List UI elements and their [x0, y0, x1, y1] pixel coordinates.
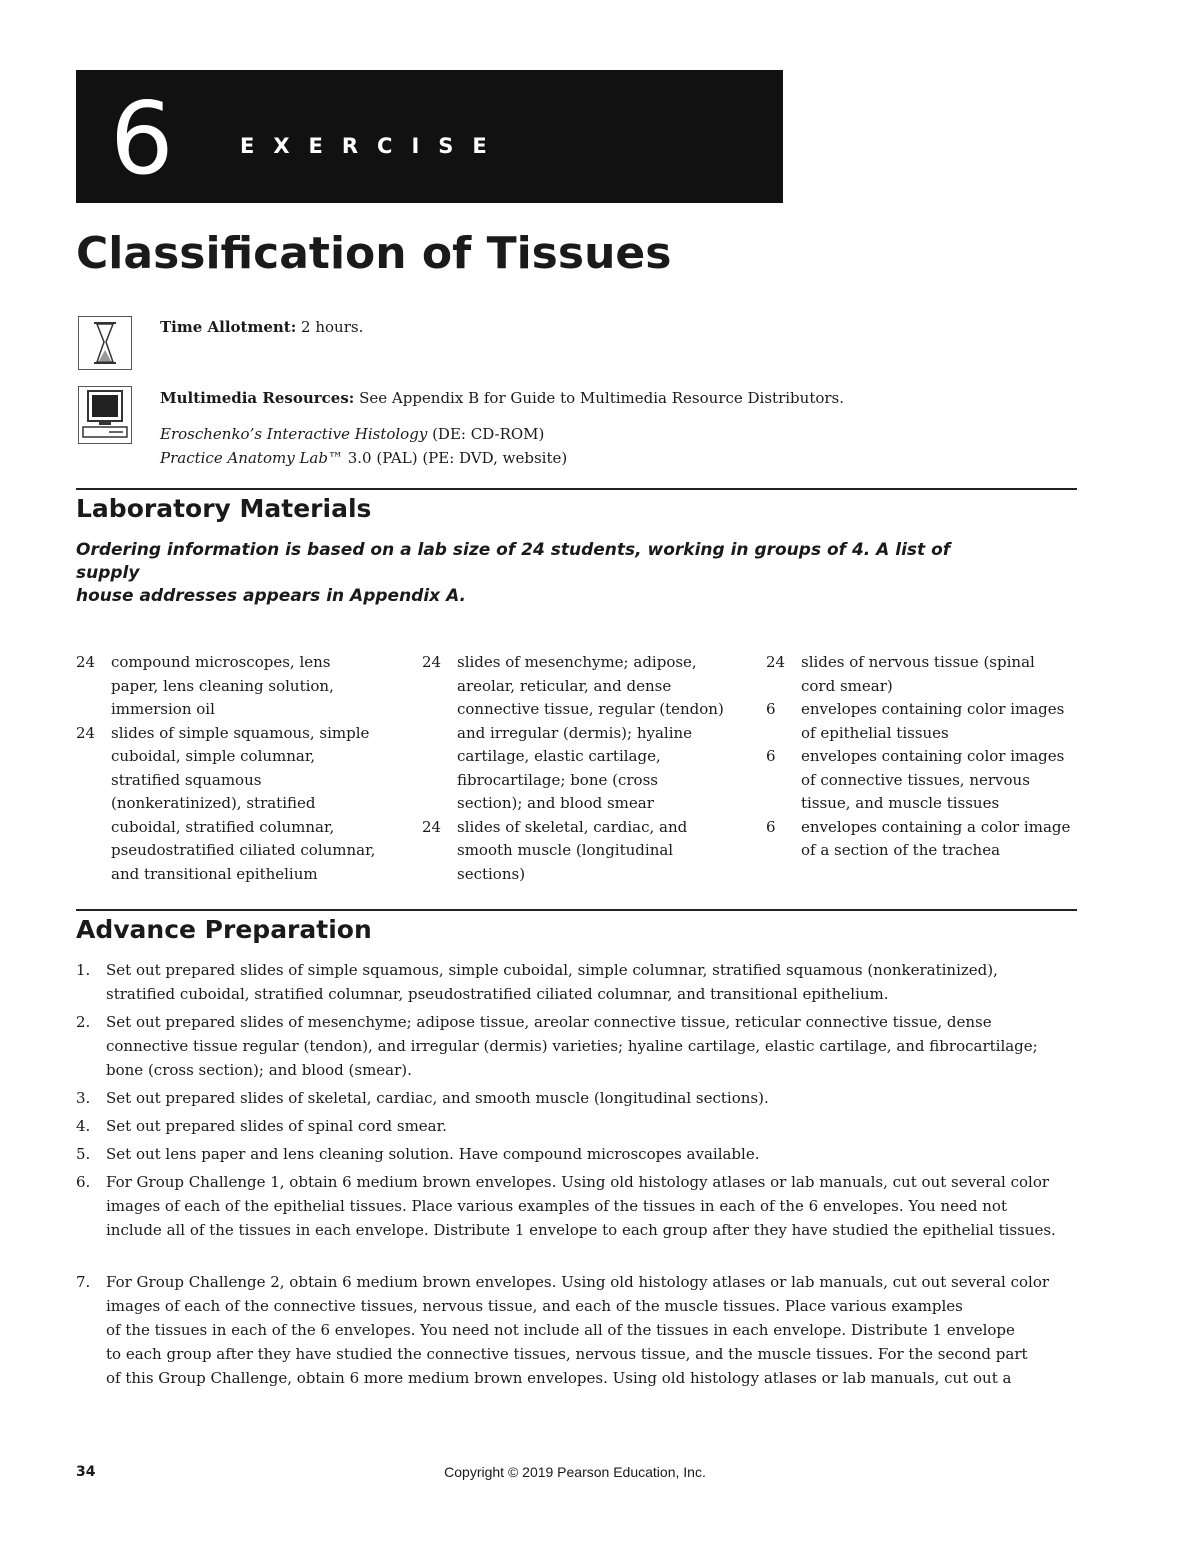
material-qty: 6: [766, 700, 776, 718]
material-qty: 24: [76, 653, 96, 671]
resource-histology: [160, 423, 544, 445]
material-item: [766, 745, 1086, 816]
multimedia-resources: [160, 387, 844, 409]
section-divider: [76, 909, 1077, 911]
material-qty: 24: [766, 653, 786, 671]
list-item: [76, 1010, 1086, 1082]
list-item: [76, 958, 1086, 1006]
exercise-banner: [76, 70, 783, 203]
list-item-number: 1.: [76, 961, 91, 979]
list-item: [76, 1114, 1086, 1138]
list-item-number: 4.: [76, 1117, 91, 1135]
material-qty: 24: [422, 817, 442, 836]
preparation-list: [76, 958, 1086, 1394]
time-allotment-value: 2 hours.: [296, 318, 364, 336]
material-item: [422, 651, 742, 816]
materials-column-3: [766, 651, 1086, 863]
preparation-heading: Advance Preparation: [76, 915, 372, 944]
material-desc: envelopes containing color images of epithelial tissues: [801, 700, 1065, 742]
material-qty: 6: [766, 817, 776, 836]
list-item-number: 7.: [76, 1273, 91, 1291]
list-item: [76, 1270, 1086, 1390]
exercise-number: 6: [110, 80, 174, 197]
material-item: [766, 816, 1086, 863]
resource-pal-rest: ™ 3.0 (PAL) (PE: DVD, website): [327, 449, 568, 467]
time-allotment: [160, 316, 363, 338]
multimedia-label: Multimedia Resources:: [160, 389, 355, 407]
multimedia-value: See Appendix B for Guide to Multimedia Resource Distributors.: [354, 389, 845, 407]
list-item: [76, 1170, 1086, 1242]
material-item: [76, 722, 396, 887]
material-item: [422, 816, 742, 887]
list-item-text: Set out lens paper and lens cleaning solution. Have compound microscopes available.: [106, 1145, 760, 1163]
material-desc: slides of skeletal, cardiac, and smooth muscle (longitudinal sections): [457, 817, 688, 883]
list-item-text: Set out prepared slides of skeletal, cardiac, and smooth muscle (longitudinal sections).: [106, 1089, 769, 1107]
material-desc: envelopes containing color images of connective tissues, nervous tissue, and muscle tissues: [801, 747, 1065, 812]
list-item-text: For Group Challenge 2, obtain 6 medium brown envelopes. Using old histology atlases or lab manuals, cut out several color images of each of the connective tissues, nervous tissue, and each of the muscle tissues. Place various examples of the tissues in each of the 6 envelopes. You need not include all of the tissues in each envelope. Distribute 1 envelope to each group after they have studied the connective tissues, nervous tissue, and the muscle tissues. For the second part of this Group Challenge, obtain 6 more medium brown envelopes. Using old histology atlases or lab manuals, cut out a: [106, 1273, 1050, 1387]
resource-histology-title: Eroschenko’s Interactive Histology: [160, 425, 428, 443]
list-item: [76, 1086, 1086, 1110]
material-qty: 24: [422, 653, 442, 671]
materials-heading: Laboratory Materials: [76, 494, 372, 523]
list-item-text: For Group Challenge 1, obtain 6 medium brown envelopes. Using old histology atlases or lab manuals, cut out several color images of each of the epithelial tissues. Place various examples of the tissues in each of the 6 envelopes. You need not include all of the tissues in each envelope. Distribute 1 envelope to each group after they have studied the epithelial tissues.: [106, 1173, 1056, 1239]
list-item-text: Set out prepared slides of mesenchyme; adipose tissue, areolar connective tissue, reticular connective tissue, dense connective tissue regular (tendon), and irregular (dermis) varieties; hyaline cartilage, elastic cartilage, and fibrocartilage; bone (cross section); and blood (smear).: [106, 1013, 1038, 1079]
list-item-number: 6.: [76, 1173, 91, 1191]
page-number: 34: [76, 1464, 96, 1480]
material-desc: slides of nervous tissue (spinal cord smear): [801, 653, 1035, 695]
time-allotment-label: Time Allotment:: [160, 318, 297, 336]
materials-column-2: [422, 651, 742, 886]
material-desc: compound microscopes, lens paper, lens cleaning solution, immersion oil: [111, 653, 334, 718]
computer-icon: [78, 386, 132, 444]
copyright-notice: Copyright © 2019 Pearson Education, Inc.: [444, 1464, 706, 1480]
ordering-line: Ordering information is based on a lab size of 24 students, working in groups of 4. A list of: [76, 540, 951, 560]
material-item: [76, 651, 396, 722]
resource-pal-title: Practice Anatomy Lab: [160, 449, 328, 467]
ordering-line: house addresses appears in Appendix A.: [76, 586, 466, 606]
list-item-number: 2.: [76, 1013, 91, 1031]
material-qty: 6: [766, 747, 776, 765]
ordering-info: [76, 539, 1076, 608]
material-item: [766, 698, 1086, 745]
materials-column-1: [76, 651, 396, 886]
material-item: [766, 651, 1086, 698]
hourglass-icon: [78, 316, 132, 370]
exercise-label: EXERCISE: [240, 134, 506, 158]
list-item-number: 3.: [76, 1089, 91, 1107]
ordering-line: supply: [76, 563, 140, 583]
page-title: Classification of Tissues: [76, 228, 672, 279]
list-item-number: 5.: [76, 1145, 91, 1163]
material-desc: slides of mesenchyme; adipose, areolar, reticular, and dense connective tissue, regular (tendon) and irregular (dermis); hyaline cartilage, elastic cartilage, fibrocartilage; bone (cross section); and blood smear: [457, 653, 724, 812]
list-item-text: Set out prepared slides of simple squamous, simple cuboidal, simple columnar, stratified squamous (nonkeratinized), stratified cuboidal, stratified columnar, pseudostratified ciliated columnar, and transitional epithelium.: [106, 961, 998, 1003]
list-item: [76, 1142, 1086, 1166]
material-desc: slides of simple squamous, simple cuboidal, simple columnar, stratified squamous (nonkeratinized), stratified cuboidal, stratified columnar, pseudostratified ciliated columnar, and transitional epithelium: [111, 723, 376, 883]
section-divider: [76, 488, 1077, 490]
resource-histology-rest: (DE: CD-ROM): [427, 425, 545, 443]
material-desc: envelopes containing a color image of a section of the trachea: [801, 817, 1071, 859]
resource-pal: [160, 447, 567, 469]
material-qty: 24: [76, 723, 96, 742]
list-item-text: Set out prepared slides of spinal cord smear.: [106, 1117, 447, 1135]
